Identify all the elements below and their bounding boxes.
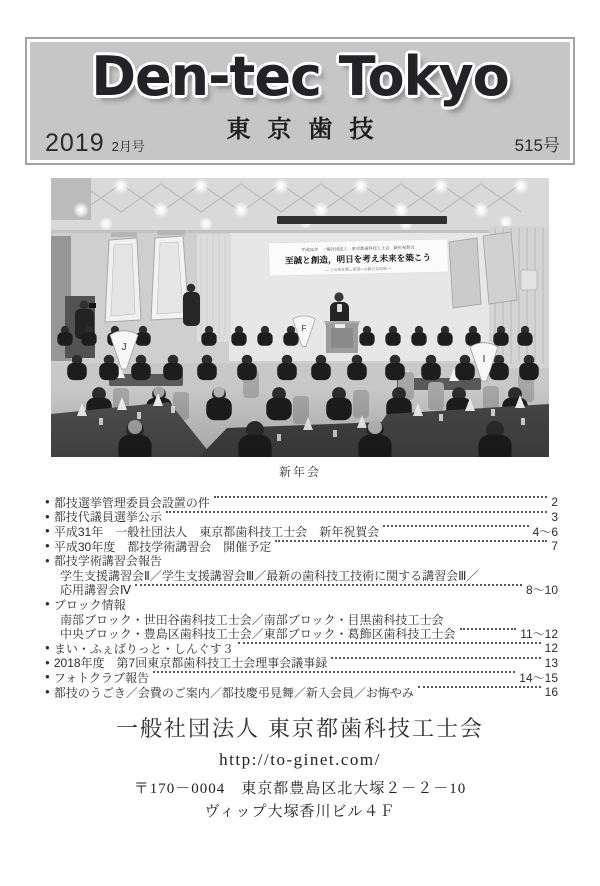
toc-item-label: ブロック情報 — [53, 597, 126, 612]
toc-item-label: 平成30年度 都技学術講習会 開催予定 — [53, 539, 272, 554]
toc-item — [45, 597, 558, 612]
bullet-icon: ● — [45, 643, 50, 653]
svg-text:F: F — [301, 324, 307, 333]
toc-item-label: まい・ふぇばりっと・しんぐす３ — [53, 641, 234, 656]
toc-item-label: 都技のうごき／会費のご案内／都技慶弔見舞／新入会員／お悔やみ — [53, 685, 414, 700]
bullet-icon: ● — [45, 599, 50, 609]
toc-item-label: フォトクラブ報告 — [53, 670, 150, 685]
bullet-icon: ● — [45, 497, 50, 507]
toc-item-label: 都技選挙管理委員会設置の件 — [53, 495, 210, 510]
publisher-footer — [0, 712, 600, 821]
toc-page-number: 3 — [551, 509, 558, 524]
toc-item — [45, 583, 558, 598]
bullet-icon: ● — [45, 555, 50, 565]
issue-row — [45, 129, 560, 158]
bullet-icon: ● — [45, 687, 50, 697]
toc-item — [45, 641, 558, 656]
toc-item — [45, 612, 558, 627]
toc-item — [45, 553, 558, 568]
banner-main-slogan: 至誠と創造，明日を考え未来を築こう — [284, 252, 432, 266]
newsletter-title: Den-tec Tokyo — [91, 45, 509, 108]
bullet-icon: ● — [45, 541, 50, 551]
toc-item — [45, 495, 558, 510]
toc-item-label: 応用講習会Ⅳ — [60, 583, 132, 598]
banner-top-line: 平成31年 一般社団法人 東京都歯科技工士会 新年祝賀会 — [300, 244, 415, 253]
masthead — [25, 37, 575, 165]
issue-date — [45, 129, 145, 158]
banquet-hall-illustration — [51, 178, 549, 457]
newsletter-subtitle-japanese: 東京歯技 — [226, 117, 391, 143]
toc-page-number: 11～12 — [520, 627, 558, 642]
building-address: ヴィップ大塚香川ビル４Ｆ — [204, 804, 396, 821]
issue-number: 515号 — [514, 136, 560, 155]
toc-item — [45, 524, 558, 539]
toc-item — [45, 626, 558, 641]
toc-item-label: 中央ブロック・豊島区歯科技工士会／東部ブロック・葛飾区歯科技工士会 — [60, 627, 456, 642]
toc-item-label: 学生支援講習会Ⅱ／学生支援講習会Ⅲ／最新の歯科技工技術に関する講習会Ⅲ／ — [60, 568, 479, 583]
toc-item-label: 都技学術講習会報告 — [53, 554, 162, 569]
svg-text:I: I — [482, 354, 486, 365]
toc-page-number: 4～6 — [532, 524, 558, 539]
issue-year: 2019 — [45, 129, 105, 157]
toc-item-label: 平成31年 一般社団法人 東京都歯科技工士会 新年祝賀会 — [53, 524, 380, 539]
screen-housing — [277, 216, 447, 224]
banner-bottom-line: ― この技を愛し希望への新たな出発 ― — [324, 266, 392, 273]
toc-item-label: 2018年度 第7回東京都歯科技工士会理事会議事録 — [53, 656, 328, 671]
svg-text:J: J — [121, 342, 127, 353]
event-photo — [51, 178, 549, 480]
toc-item — [45, 685, 558, 700]
organization-name: 一般社団法人 東京都歯科技工士会 — [115, 716, 485, 742]
toc-page-number: 2 — [551, 495, 558, 510]
toc-item — [45, 539, 558, 554]
website-url: http://to-ginet.com/ — [219, 750, 381, 770]
toc-page-number: 12 — [544, 641, 558, 656]
toc-page-number: 7 — [551, 539, 558, 554]
photo-caption: 新年会 — [278, 465, 321, 479]
toc-item-label: 都技代議員選挙公示 — [53, 510, 162, 525]
toc-page-number: 16 — [544, 685, 558, 700]
toc-item — [45, 656, 558, 671]
toc-page-number: 8～10 — [525, 583, 558, 598]
bullet-icon: ● — [45, 526, 50, 536]
toc-item — [45, 568, 558, 583]
bullet-icon: ● — [45, 511, 50, 521]
issue-month: 2月号 — [111, 139, 145, 154]
toc-item — [45, 510, 558, 525]
toc-item — [45, 670, 558, 685]
postal-address: 〒170－0004 東京都豊島区北大塚２－２－10 — [133, 781, 467, 798]
bullet-icon: ● — [45, 672, 50, 682]
newsletter-cover — [0, 37, 600, 886]
bullet-icon: ● — [45, 657, 50, 667]
lace-curtain — [197, 234, 231, 342]
stage-banner — [269, 239, 449, 276]
toc-page-number: 13 — [544, 655, 558, 670]
table-of-contents — [45, 495, 558, 699]
toc-item-label: 南部ブロック・世田谷歯科技工士会／南部ブロック・目黒歯科技工士会 — [60, 612, 444, 627]
toc-page-number: 14～15 — [519, 670, 558, 685]
